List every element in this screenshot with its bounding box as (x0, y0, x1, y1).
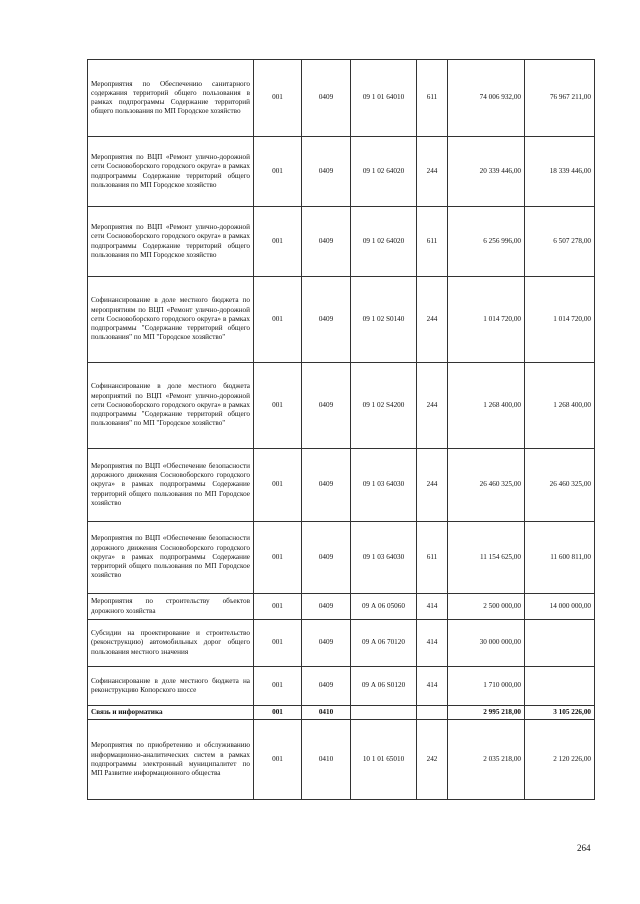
section-title: Связь и информатика (88, 706, 254, 720)
target-article: 09 1 03 64030 (351, 449, 417, 522)
dept-code: 001 (254, 620, 302, 667)
row-description: Софинансирование в доле местного бюджета мероприятий по ВЦП «Ремонт улично-дорожной сети Сосновоборского городского округа» в рамках подпрограммы "Содержание территорий общего пользования" по МП "Городское хозяйство" (88, 363, 254, 449)
amount-year-1: 1 014 720,00 (448, 277, 525, 363)
dept-code: 001 (254, 363, 302, 449)
expense-type: 414 (417, 667, 448, 706)
amount-year-1: 11 154 625,00 (448, 522, 525, 594)
target-article: 09 1 02 64020 (351, 207, 417, 277)
row-description: Мероприятия по ВЦП «Обеспечение безопасности дорожного движения Сосновоборского городского округа» в рамках подпрограммы Содержание территорий общего пользования по МП Городское хозяйство (88, 449, 254, 522)
budget-table (87, 59, 595, 800)
table-row (88, 277, 595, 363)
expense-type: 244 (417, 137, 448, 207)
amount-year-1: 6 256 996,00 (448, 207, 525, 277)
section-code: 0410 (302, 706, 351, 720)
dept-code: 001 (254, 594, 302, 620)
amount-year-2: 14 000 000,00 (525, 594, 595, 620)
row-description: Мероприятия по приобретению и обслуживанию информационно-аналитических систем в рамках подпрограммы электронный муниципалитет по МП Развитие информационного общества (88, 720, 254, 800)
amount-year-1: 26 460 325,00 (448, 449, 525, 522)
amount-year-2: 6 507 278,00 (525, 207, 595, 277)
table-row (88, 137, 595, 207)
expense-type: 242 (417, 720, 448, 800)
expense-type: 414 (417, 620, 448, 667)
expense-type: 611 (417, 207, 448, 277)
row-description: Мероприятия по ВЦП «Ремонт улично-дорожной сети Сосновоборского городского округа» в рамках подпрограммы Содержание территорий общего пользования по МП Городское хозяйство (88, 207, 254, 277)
amount-year-1: 30 000 000,00 (448, 620, 525, 667)
target-article: 09 1 03 64030 (351, 522, 417, 594)
section-code: 0409 (302, 594, 351, 620)
row-description: Мероприятия по ВЦП «Ремонт улично-дорожной сети Сосновоборского городского округа» в рамках подпрограммы Содержание территорий общего пользования по МП Городское хозяйство (88, 137, 254, 207)
table-row (88, 594, 595, 620)
target-article: 09 А 06 70120 (351, 620, 417, 667)
section-code: 0409 (302, 60, 351, 137)
section-total-row (88, 706, 595, 720)
section-code: 0409 (302, 277, 351, 363)
expense-type: 611 (417, 60, 448, 137)
amount-year-1: 74 006 932,00 (448, 60, 525, 137)
table-row (88, 449, 595, 522)
table-row (88, 720, 595, 800)
expense-type: 414 (417, 594, 448, 620)
target-article: 09 1 02 S4200 (351, 363, 417, 449)
amount-year-2: 2 120 226,00 (525, 720, 595, 800)
amount-year-1: 1 268 400,00 (448, 363, 525, 449)
section-code: 0409 (302, 207, 351, 277)
dept-code: 001 (254, 720, 302, 800)
amount-year-2: 1 014 720,00 (525, 277, 595, 363)
table-row (88, 207, 595, 277)
dept-code: 001 (254, 277, 302, 363)
dept-code: 001 (254, 522, 302, 594)
table-row (88, 363, 595, 449)
target-article: 10 1 01 65010 (351, 720, 417, 800)
target-article: 09 А 06 05060 (351, 594, 417, 620)
expense-type: 244 (417, 277, 448, 363)
expense-type: 611 (417, 522, 448, 594)
section-code: 0409 (302, 449, 351, 522)
amount-year-1: 1 710 000,00 (448, 667, 525, 706)
section-code: 0409 (302, 667, 351, 706)
section-code: 0409 (302, 620, 351, 667)
amount-year-2: 18 339 446,00 (525, 137, 595, 207)
target-article (351, 706, 417, 720)
amount-year-2: 76 967 211,00 (525, 60, 595, 137)
amount-year-2 (525, 667, 595, 706)
dept-code: 001 (254, 449, 302, 522)
dept-code: 001 (254, 667, 302, 706)
section-code: 0409 (302, 137, 351, 207)
section-code: 0409 (302, 363, 351, 449)
target-article: 09 1 02 64020 (351, 137, 417, 207)
target-article: 09 1 01 64010 (351, 60, 417, 137)
expense-type: 244 (417, 363, 448, 449)
amount-year-1: 2 035 218,00 (448, 720, 525, 800)
row-description: Софинансирование в доле местного бюджета по мероприятиям по ВЦП «Ремонт улично-дорожной сети Сосновоборского городского округа» в рамках подпрограммы "Содержание территорий общего пользования" по МП "Городское хозяйство" (88, 277, 254, 363)
page-number: 264 (577, 843, 591, 853)
row-description: Мероприятия по Обеспечению санитарного содержания территорий общего пользования в рамках подпрограммы Содержание территорий общего пользования по МП Городское хозяйство (88, 60, 254, 137)
expense-type: 244 (417, 449, 448, 522)
row-description: Мероприятия по строительству объектов дорожного хозяйства (88, 594, 254, 620)
table-row (88, 620, 595, 667)
dept-code: 001 (254, 706, 302, 720)
section-code: 0410 (302, 720, 351, 800)
dept-code: 001 (254, 207, 302, 277)
table-row (88, 522, 595, 594)
target-article: 09 А 06 S0120 (351, 667, 417, 706)
amount-year-1: 20 339 446,00 (448, 137, 525, 207)
table-row (88, 667, 595, 706)
dept-code: 001 (254, 137, 302, 207)
amount-year-2: 11 600 811,00 (525, 522, 595, 594)
amount-year-1: 2 500 000,00 (448, 594, 525, 620)
table-row (88, 60, 595, 137)
section-code: 0409 (302, 522, 351, 594)
row-description: Мероприятия по ВЦП «Обеспечение безопасности дорожного движения Сосновоборского городского округа» в рамках подпрограммы Содержание территорий общего пользования по МП Городское хозяйство (88, 522, 254, 594)
amount-year-2: 1 268 400,00 (525, 363, 595, 449)
row-description: Субсидии на проектирование и строительство (реконструкцию) автомобильных дорог общего пользования местного значения (88, 620, 254, 667)
row-description: Софинансирование в доле местного бюджета на реконструкцию Копорского шоссе (88, 667, 254, 706)
amount-year-1: 2 995 218,00 (448, 706, 525, 720)
target-article: 09 1 02 S0140 (351, 277, 417, 363)
amount-year-2: 26 460 325,00 (525, 449, 595, 522)
amount-year-2: 3 105 226,00 (525, 706, 595, 720)
dept-code: 001 (254, 60, 302, 137)
expense-type (417, 706, 448, 720)
amount-year-2 (525, 620, 595, 667)
